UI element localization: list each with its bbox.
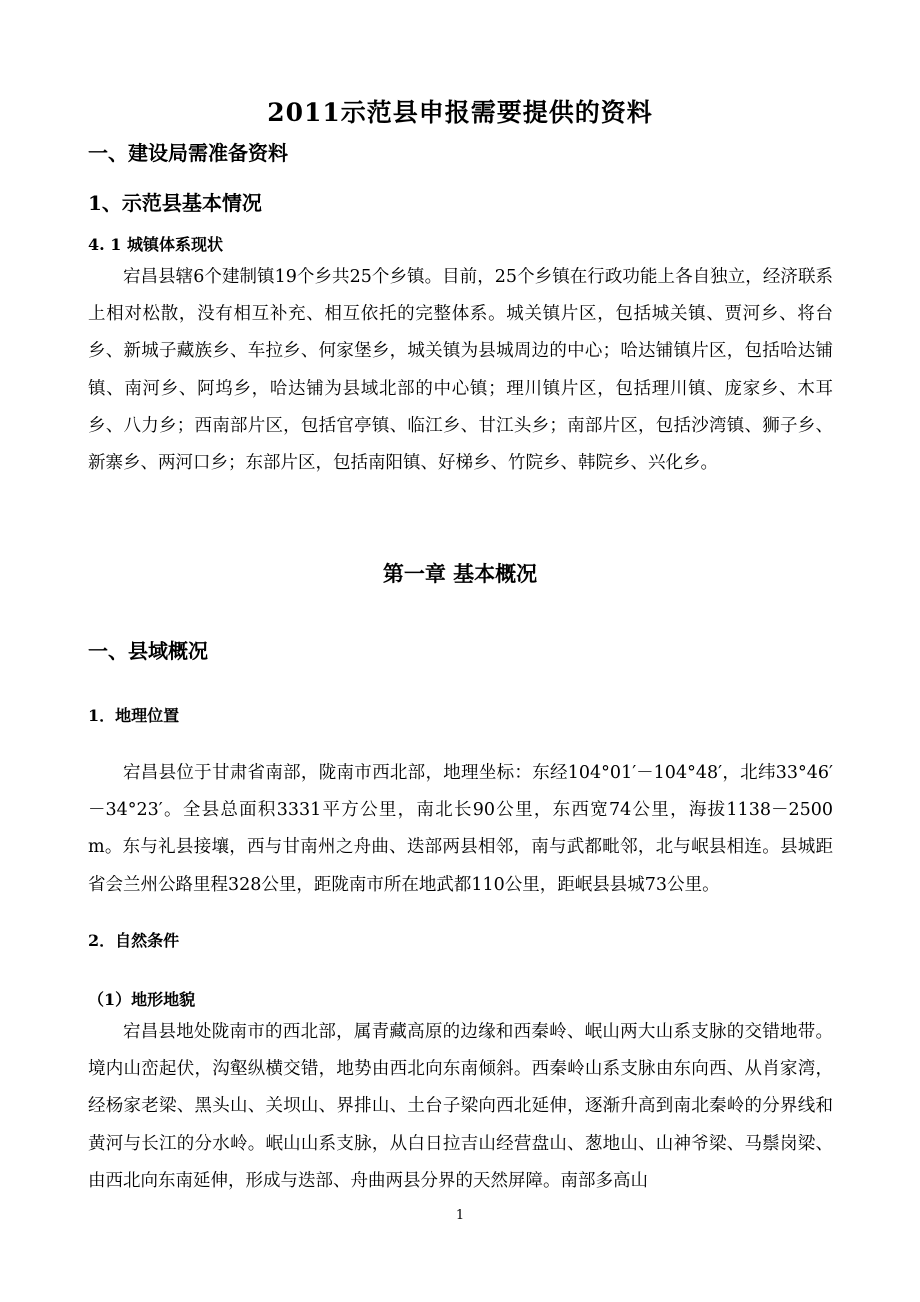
document-title: 2011示范县申报需要提供的资料 (267, 98, 653, 127)
paragraph-terrain: 宕昌县地处陇南市的西北部，属青藏高原的边缘和西秦岭、岷山两大山系支脉的交错地带。境内山峦起伏，沟壑纵横交错，地势由西北向东南倾斜。西秦岭山系支脉由东向西、从肖家湾，经杨家老梁、黑头山、关坝山、界排山、土台子梁向西北延伸，逐渐升高到南北秦岭的分界线和黄河与长江的分水岭。岷山山系支脉，从白日拉吉山经营盘山、葱地山、山神爷梁、马鬃岗梁、由西北向东南延伸，形成与迭部、舟曲两县分界的天然屏障。南部多高山 (88, 1022, 833, 1191)
subheading-natural-conditions: 2．自然条件 (88, 931, 180, 950)
paragraph-town-system: 宕昌县辖6个建制镇19个乡共25个乡镇。目前，25个乡镇在行政功能上各自独立，经济联系上相对松散，没有相互补充、相互依托的完整体系。城关镇片区，包括城关镇、贾河乡、将台乡、新城子藏族乡、车拉乡、何家堡乡，城关镇为县城周边的中心；哈达铺镇片区，包括哈达铺镇、南河乡、阿坞乡，哈达铺为县域北部的中心镇；理川镇片区，包括理川镇、庞家乡、木耳乡、八力乡；西南部片区，包括官亭镇、临江乡、甘江头乡；南部片区，包括沙湾镇、狮子乡、新寨乡、两河口乡；东部片区，包括南阳镇、好梯乡、竹院乡、韩院乡、兴化乡。 (88, 267, 833, 474)
subheading-location: 1．地理位置 (88, 706, 180, 725)
section-heading-county-overview: 一、县域概况 (88, 639, 208, 663)
subheading-basic-situation: 1、示范县基本情况 (88, 191, 262, 215)
subheading-terrain: （1）地形地貌 (88, 990, 196, 1009)
subheading-town-system: 4. 1 城镇体系现状 (88, 235, 223, 254)
chapter-title: 第一章 基本概况 (382, 561, 538, 586)
paragraph-location: 宕昌县位于甘肃省南部，陇南市西北部，地理坐标：东经104°01′－104°48′，北纬33°46′－34°23′。全县总面积3331平方公里，南北长90公里，东西宽74公里，海拔1138－2500 m。东与礼县接壤，西与甘南州之舟曲、迭部两县相邻，南与武都毗邻，北与岷县相连。县城距省会兰州公路里程328公里，距陇南市所在地武都110公里，距岷县县城73公里。 (88, 763, 833, 895)
page-number: 1 (455, 1208, 465, 1223)
section-heading-construction-bureau: 一、建设局需准备资料 (88, 141, 288, 165)
